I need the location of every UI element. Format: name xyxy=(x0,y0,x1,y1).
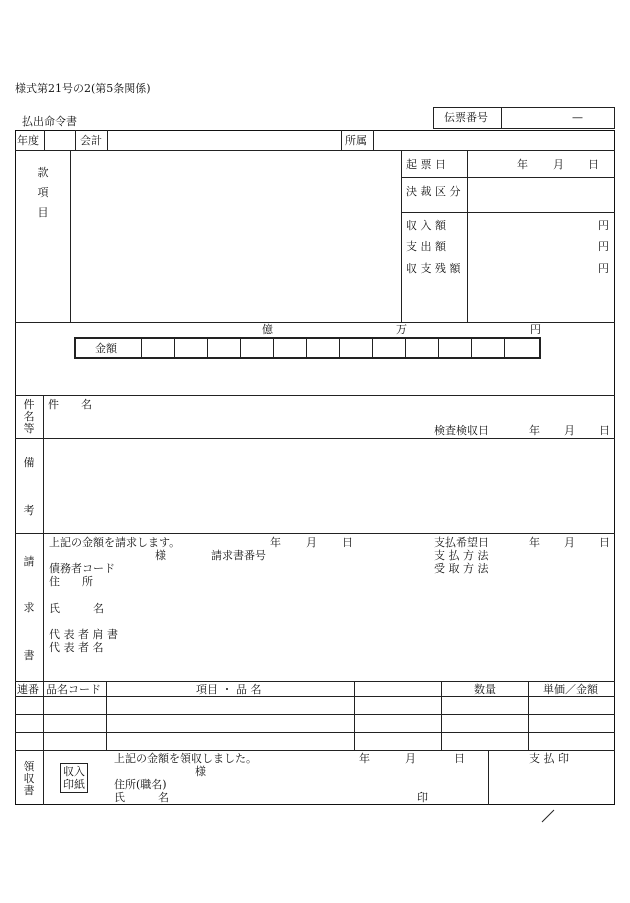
zandaka-yen: 円 xyxy=(598,262,609,275)
kenmei-side-1: 件 xyxy=(23,398,35,411)
kenmei-side-2: 名 xyxy=(23,410,35,423)
amount-yen: 円 xyxy=(530,323,541,336)
invoice-number-label: 請求書番号 xyxy=(211,549,266,562)
kihyo-year: 年 xyxy=(517,158,528,171)
ryoshu-day: 日 xyxy=(454,752,465,765)
kihyo-month: 月 xyxy=(553,158,564,171)
name-label: 氏 名 xyxy=(49,602,104,615)
amount-man: 万 xyxy=(396,323,407,336)
slip-number-value[interactable]: — xyxy=(572,111,583,124)
kensa-year: 年 xyxy=(529,424,540,437)
kessai-label: 決 裁 区 分 xyxy=(406,185,461,198)
rep-name-label: 代 表 者 名 xyxy=(49,641,104,654)
ryoshu-statement: 上記の金額を領収しました。 xyxy=(114,752,257,765)
biko-side-top: 備 xyxy=(23,456,35,469)
seikyu-month: 月 xyxy=(306,536,317,549)
debtor-code-label: 債務者コード xyxy=(49,562,115,575)
ryoshu-name-label: 氏 名 xyxy=(114,791,169,804)
pay-desired-month: 月 xyxy=(564,536,575,549)
amount-label: 金額 xyxy=(95,342,117,355)
seikyu-side-3: 書 xyxy=(23,649,35,662)
ryoshu-month: 月 xyxy=(405,752,416,765)
col-seq: 連番 xyxy=(17,683,39,696)
form-frame xyxy=(15,130,615,805)
fiscal-year-label: 年度 xyxy=(17,134,39,147)
shishutsu-label: 支 出 額 xyxy=(406,240,446,253)
shunyu-yen: 円 xyxy=(598,219,609,232)
amount-oku: 億 xyxy=(262,323,273,336)
account-label: 会計 xyxy=(80,134,102,147)
kensa-month: 月 xyxy=(564,424,575,437)
col-price: 単価／金額 xyxy=(543,683,598,696)
receive-method-label: 受 取 方 法 xyxy=(434,562,489,575)
ryoshu-seal: 印 xyxy=(417,791,428,804)
pay-desired-label: 支払希望日 xyxy=(434,536,489,549)
kou-char-3: 目 xyxy=(37,206,49,219)
department-label: 所属 xyxy=(345,134,367,147)
kou-char-2: 項 xyxy=(37,186,49,199)
stamp-label-1: 収入 xyxy=(63,765,85,778)
col-item: 項目 ・ 品 名 xyxy=(196,683,262,696)
shishutsu-yen: 円 xyxy=(598,240,609,253)
seikyu-sama: 様 xyxy=(155,549,166,562)
kensa-date-label: 検査検収日 xyxy=(434,424,489,437)
address-label: 住 所 xyxy=(49,575,93,588)
zandaka-label: 収 支 残 額 xyxy=(406,262,461,275)
col-code: 品名コード xyxy=(46,683,101,696)
ryoshu-address-label: 住所(職名) xyxy=(114,778,167,791)
col-qty: 数量 xyxy=(474,683,496,696)
kenmei-side-3: 等 xyxy=(23,422,35,435)
ryoshu-side-2: 収 xyxy=(23,772,35,785)
kenmei-label: 件 名 xyxy=(48,398,92,411)
seikyu-side-1: 請 xyxy=(23,555,35,568)
biko-side-bottom: 考 xyxy=(23,504,35,517)
ryoshu-sama: 様 xyxy=(195,765,206,778)
ryoshu-side-3: 書 xyxy=(23,784,35,797)
slash-mark xyxy=(540,808,556,824)
pay-seal-label: 支 払 印 xyxy=(529,752,569,765)
ryoshu-year: 年 xyxy=(359,752,370,765)
document-title: 払出命令書 xyxy=(22,115,77,128)
slip-number-label: 伝票番号 xyxy=(444,111,488,124)
seikyu-day: 日 xyxy=(342,536,353,549)
rep-title-label: 代 表 者 肩 書 xyxy=(49,628,118,641)
pay-desired-year: 年 xyxy=(529,536,540,549)
ryoshu-side-1: 領 xyxy=(23,760,35,773)
seikyu-side-2: 求 xyxy=(23,601,35,614)
pay-method-label: 支 払 方 法 xyxy=(434,549,489,562)
kihyo-date-label: 起 票 日 xyxy=(406,158,446,171)
form-number: 様式第21号の2(第5条関係) xyxy=(15,82,151,95)
shunyu-label: 収 入 額 xyxy=(406,219,446,232)
seikyu-statement: 上記の金額を請求します。 xyxy=(49,536,181,549)
pay-desired-day: 日 xyxy=(599,536,610,549)
seikyu-year: 年 xyxy=(270,536,281,549)
kou-char-1: 款 xyxy=(37,166,49,179)
kensa-day: 日 xyxy=(599,424,610,437)
kihyo-day: 日 xyxy=(588,158,599,171)
stamp-label-2: 印紙 xyxy=(63,778,85,791)
